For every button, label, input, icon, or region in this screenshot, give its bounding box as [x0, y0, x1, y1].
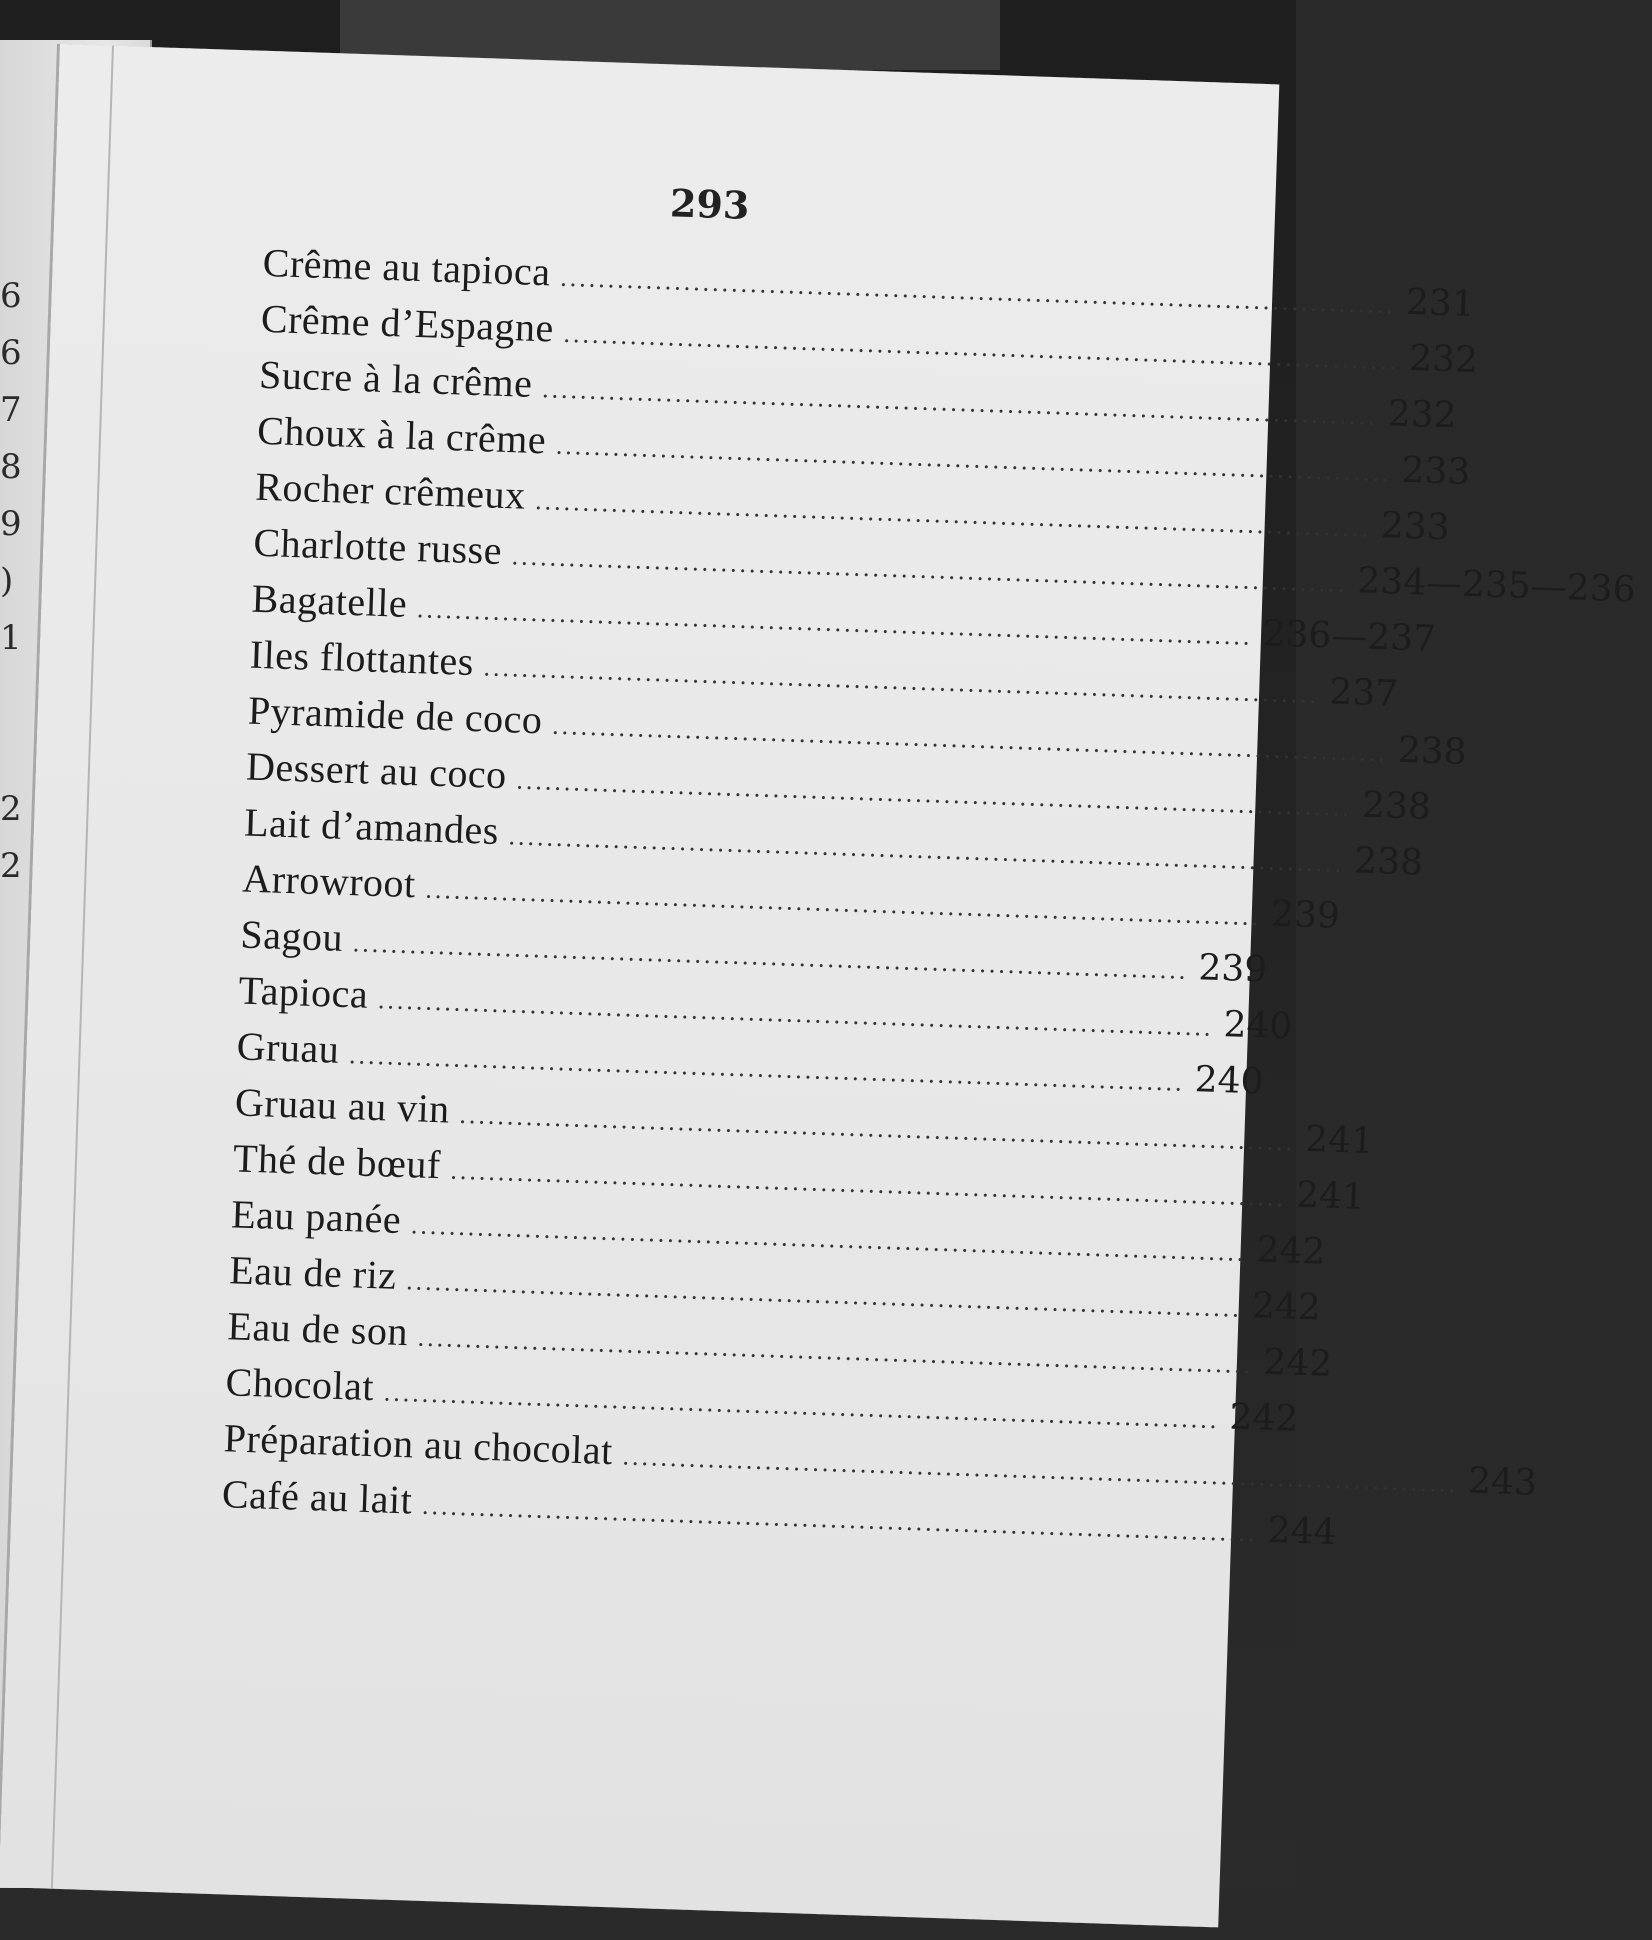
toc-entry-page: 237: [1328, 671, 1399, 715]
margin-number: 8: [0, 447, 22, 487]
toc-entry-page: 238: [1361, 784, 1432, 828]
margin-number: 9: [0, 504, 22, 544]
toc-entry-page: 242: [1262, 1341, 1333, 1385]
toc-entry-page: 243: [1467, 1460, 1538, 1504]
dot-leader: ........................................................................................: [405, 1266, 1243, 1323]
toc-entry-title: Bagatelle: [250, 575, 408, 626]
dot-leader: ........................................................................................: [551, 710, 1389, 768]
toc-entry-page: 240: [1194, 1059, 1265, 1103]
toc-entry-page: 234—235—236: [1356, 560, 1637, 611]
toc-entry-page: 231: [1405, 281, 1476, 326]
toc-entry-title: Dessert au coco: [245, 743, 508, 798]
dot-leader: ........................................................................................: [352, 928, 1189, 985]
dot-leader: ........................................................................................: [425, 874, 1262, 932]
margin-number: 1: [0, 618, 22, 658]
dot-leader: ........................................................................................: [534, 486, 1372, 543]
dot-leader: ........................................................................................: [416, 594, 1254, 651]
dot-leader: ........................................................................................: [541, 374, 1379, 431]
toc-entry-page: 236—237: [1261, 613, 1437, 660]
book-page: [0, 44, 1637, 1927]
dot-leader: ........................................................................................: [559, 262, 1397, 320]
margin-number: [0, 667, 30, 724]
toc-entry-title: Lait d’amandes: [243, 799, 500, 853]
toc-entry-title: Choux à la crême: [256, 407, 547, 463]
toc-entry-page: 238: [1397, 729, 1468, 774]
dot-leader: ........................................................................................: [459, 1099, 1296, 1157]
dot-leader: ........................................................................................: [483, 652, 1320, 710]
dot-leader: ........................................................................................: [377, 985, 1215, 1042]
toc-entry-title: Café au lait: [221, 1471, 414, 1523]
table-of-contents: [221, 239, 1637, 1554]
toc-entry-page: 232: [1408, 337, 1479, 382]
toc-entry-page: 232: [1387, 393, 1458, 437]
dot-leader: ........................................................................................: [622, 1441, 1459, 1499]
toc-entry-title: Rocher crêmeux: [254, 463, 527, 518]
toc-entry-title: Sagou: [239, 911, 344, 960]
toc-entry-title: Gruau: [236, 1023, 341, 1072]
dot-leader: ........................................................................................: [516, 765, 1353, 823]
toc-entry-title: Iles flottantes: [249, 631, 475, 685]
toc-entry-page: 242: [1251, 1285, 1322, 1329]
toc-entry-page: 242: [1255, 1229, 1326, 1273]
dot-leader: ........................................................................................: [417, 1322, 1254, 1380]
toc-entry-title: Pyramide de coco: [247, 687, 544, 743]
toc-entry-title: Crême d’Espagne: [260, 295, 555, 351]
dot-leader: ........................................................................................: [511, 541, 1348, 598]
dot-leader: ........................................................................................: [450, 1155, 1287, 1213]
dot-leader: ........................................................................................: [383, 1377, 1220, 1435]
toc-entry-title: Chocolat: [224, 1359, 375, 1410]
toc-entry-title: Charlotte russe: [252, 519, 503, 573]
toc-entry-page: 241: [1304, 1118, 1375, 1163]
toc-entry-title: Arrowroot: [241, 855, 417, 907]
margin-number: 2: [0, 846, 22, 886]
toc-entry-title: Tapioca: [237, 967, 369, 1017]
toc-entry-page: 239: [1197, 947, 1268, 991]
dot-leader: ........................................................................................: [421, 1490, 1259, 1548]
margin-number: 6: [0, 333, 22, 373]
toc-entry-title: Eau panée: [230, 1191, 402, 1242]
dot-leader: ........................................................................................: [410, 1210, 1248, 1267]
toc-entry-title: Crême au tapioca: [262, 239, 552, 295]
toc-entry-page: 242: [1228, 1396, 1299, 1440]
toc-entry-page: 239: [1270, 893, 1341, 937]
margin-number: 6: [0, 276, 22, 316]
margin-number: 7: [0, 390, 22, 430]
page-number: 293: [669, 180, 751, 228]
margin-number: 2: [0, 789, 22, 829]
toc-entry-title: Préparation au chocolat: [223, 1415, 614, 1474]
toc-entry-title: Thé de bœuf: [232, 1135, 442, 1188]
page-fold-line: [51, 46, 114, 1889]
dot-leader: ........................................................................................: [508, 821, 1345, 879]
toc-entry-title: Sucre à la crême: [258, 351, 534, 406]
toc-entry-page: 233: [1380, 505, 1451, 549]
toc-entry-title: Gruau au vin: [234, 1079, 451, 1132]
toc-entry-page: 233: [1400, 449, 1471, 493]
toc-entry-title: Eau de son: [226, 1303, 409, 1355]
margin-number: ): [0, 561, 14, 601]
toc-entry-title: Eau de riz: [228, 1247, 398, 1298]
toc-entry-page: 241: [1295, 1174, 1366, 1218]
toc-entry-page: 238: [1353, 840, 1424, 884]
dot-leader: ........................................................................................: [555, 430, 1392, 488]
previous-page-margin-numbers: [0, 268, 30, 895]
toc-entry-page: 244: [1267, 1509, 1338, 1554]
dot-leader: ........................................................................................: [563, 318, 1400, 376]
margin-number: [0, 724, 30, 781]
dot-leader: ........................................................................................: [348, 1040, 1186, 1097]
toc-entry-page: 240: [1222, 1004, 1294, 1048]
